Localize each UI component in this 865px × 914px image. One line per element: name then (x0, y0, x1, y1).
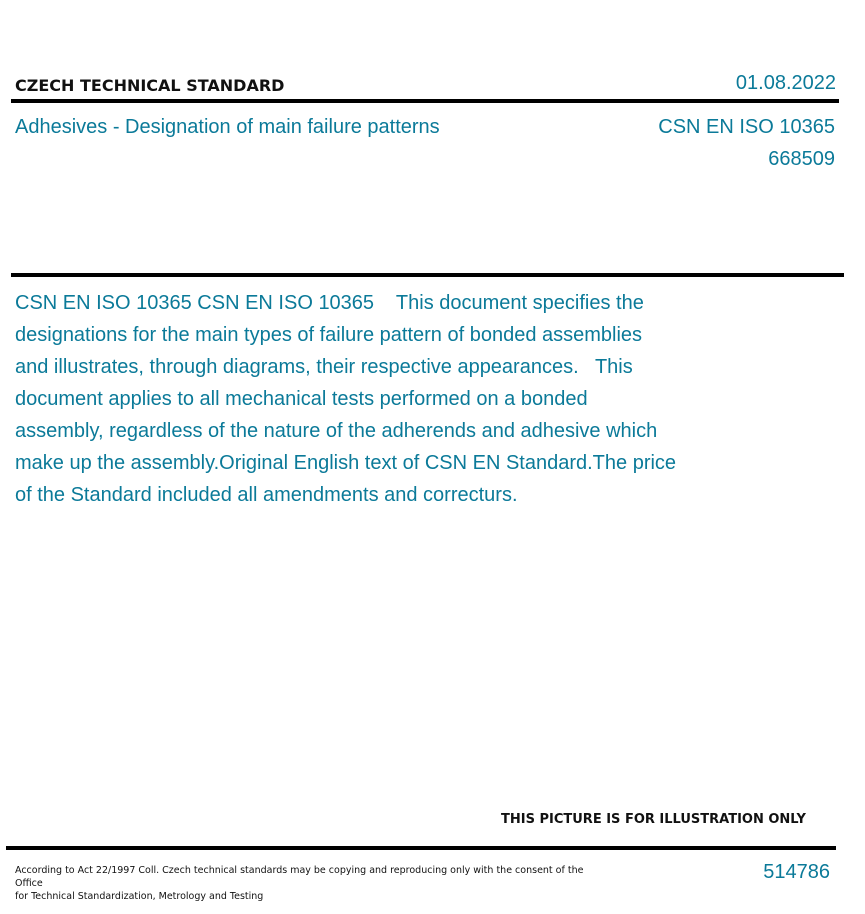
standard-code: CSN EN ISO 10365 (658, 116, 835, 138)
document-title: Adhesives - Designation of main failure patterns (15, 116, 440, 138)
illustration-disclaimer: THIS PICTURE IS FOR ILLUSTRATION ONLY (501, 812, 806, 827)
footer-number: 514786 (763, 861, 830, 883)
abstract-text: CSN EN ISO 10365 CSN EN ISO 10365 This document specifies the designations for the main types of failure pattern of bonded assemblies and illustrates, through diagrams, their respective appearances. This document applies to all mechanical tests performed on a bonded assembly, regardless of the nature of the adherends and adhesive which make up the assembly.Original English text of CSN EN Standard.The price of the Standard included all amendments and correcturs. (15, 292, 682, 506)
legal-notice-line-2: for Technical Standardization, Metrology and Testing (15, 891, 264, 902)
legal-notice-line-1: According to Act 22/1997 Coll. Czech technical standards may be copying and reproducing only with the consent of the Office (15, 865, 584, 889)
middle-divider (11, 273, 844, 277)
bottom-divider (6, 846, 836, 850)
standard-type-heading: CZECH TECHNICAL STANDARD (15, 76, 285, 95)
legal-notice (15, 864, 590, 903)
catalog-number: 668509 (768, 148, 835, 170)
top-divider (11, 99, 839, 103)
publication-date: 01.08.2022 (735, 72, 836, 94)
